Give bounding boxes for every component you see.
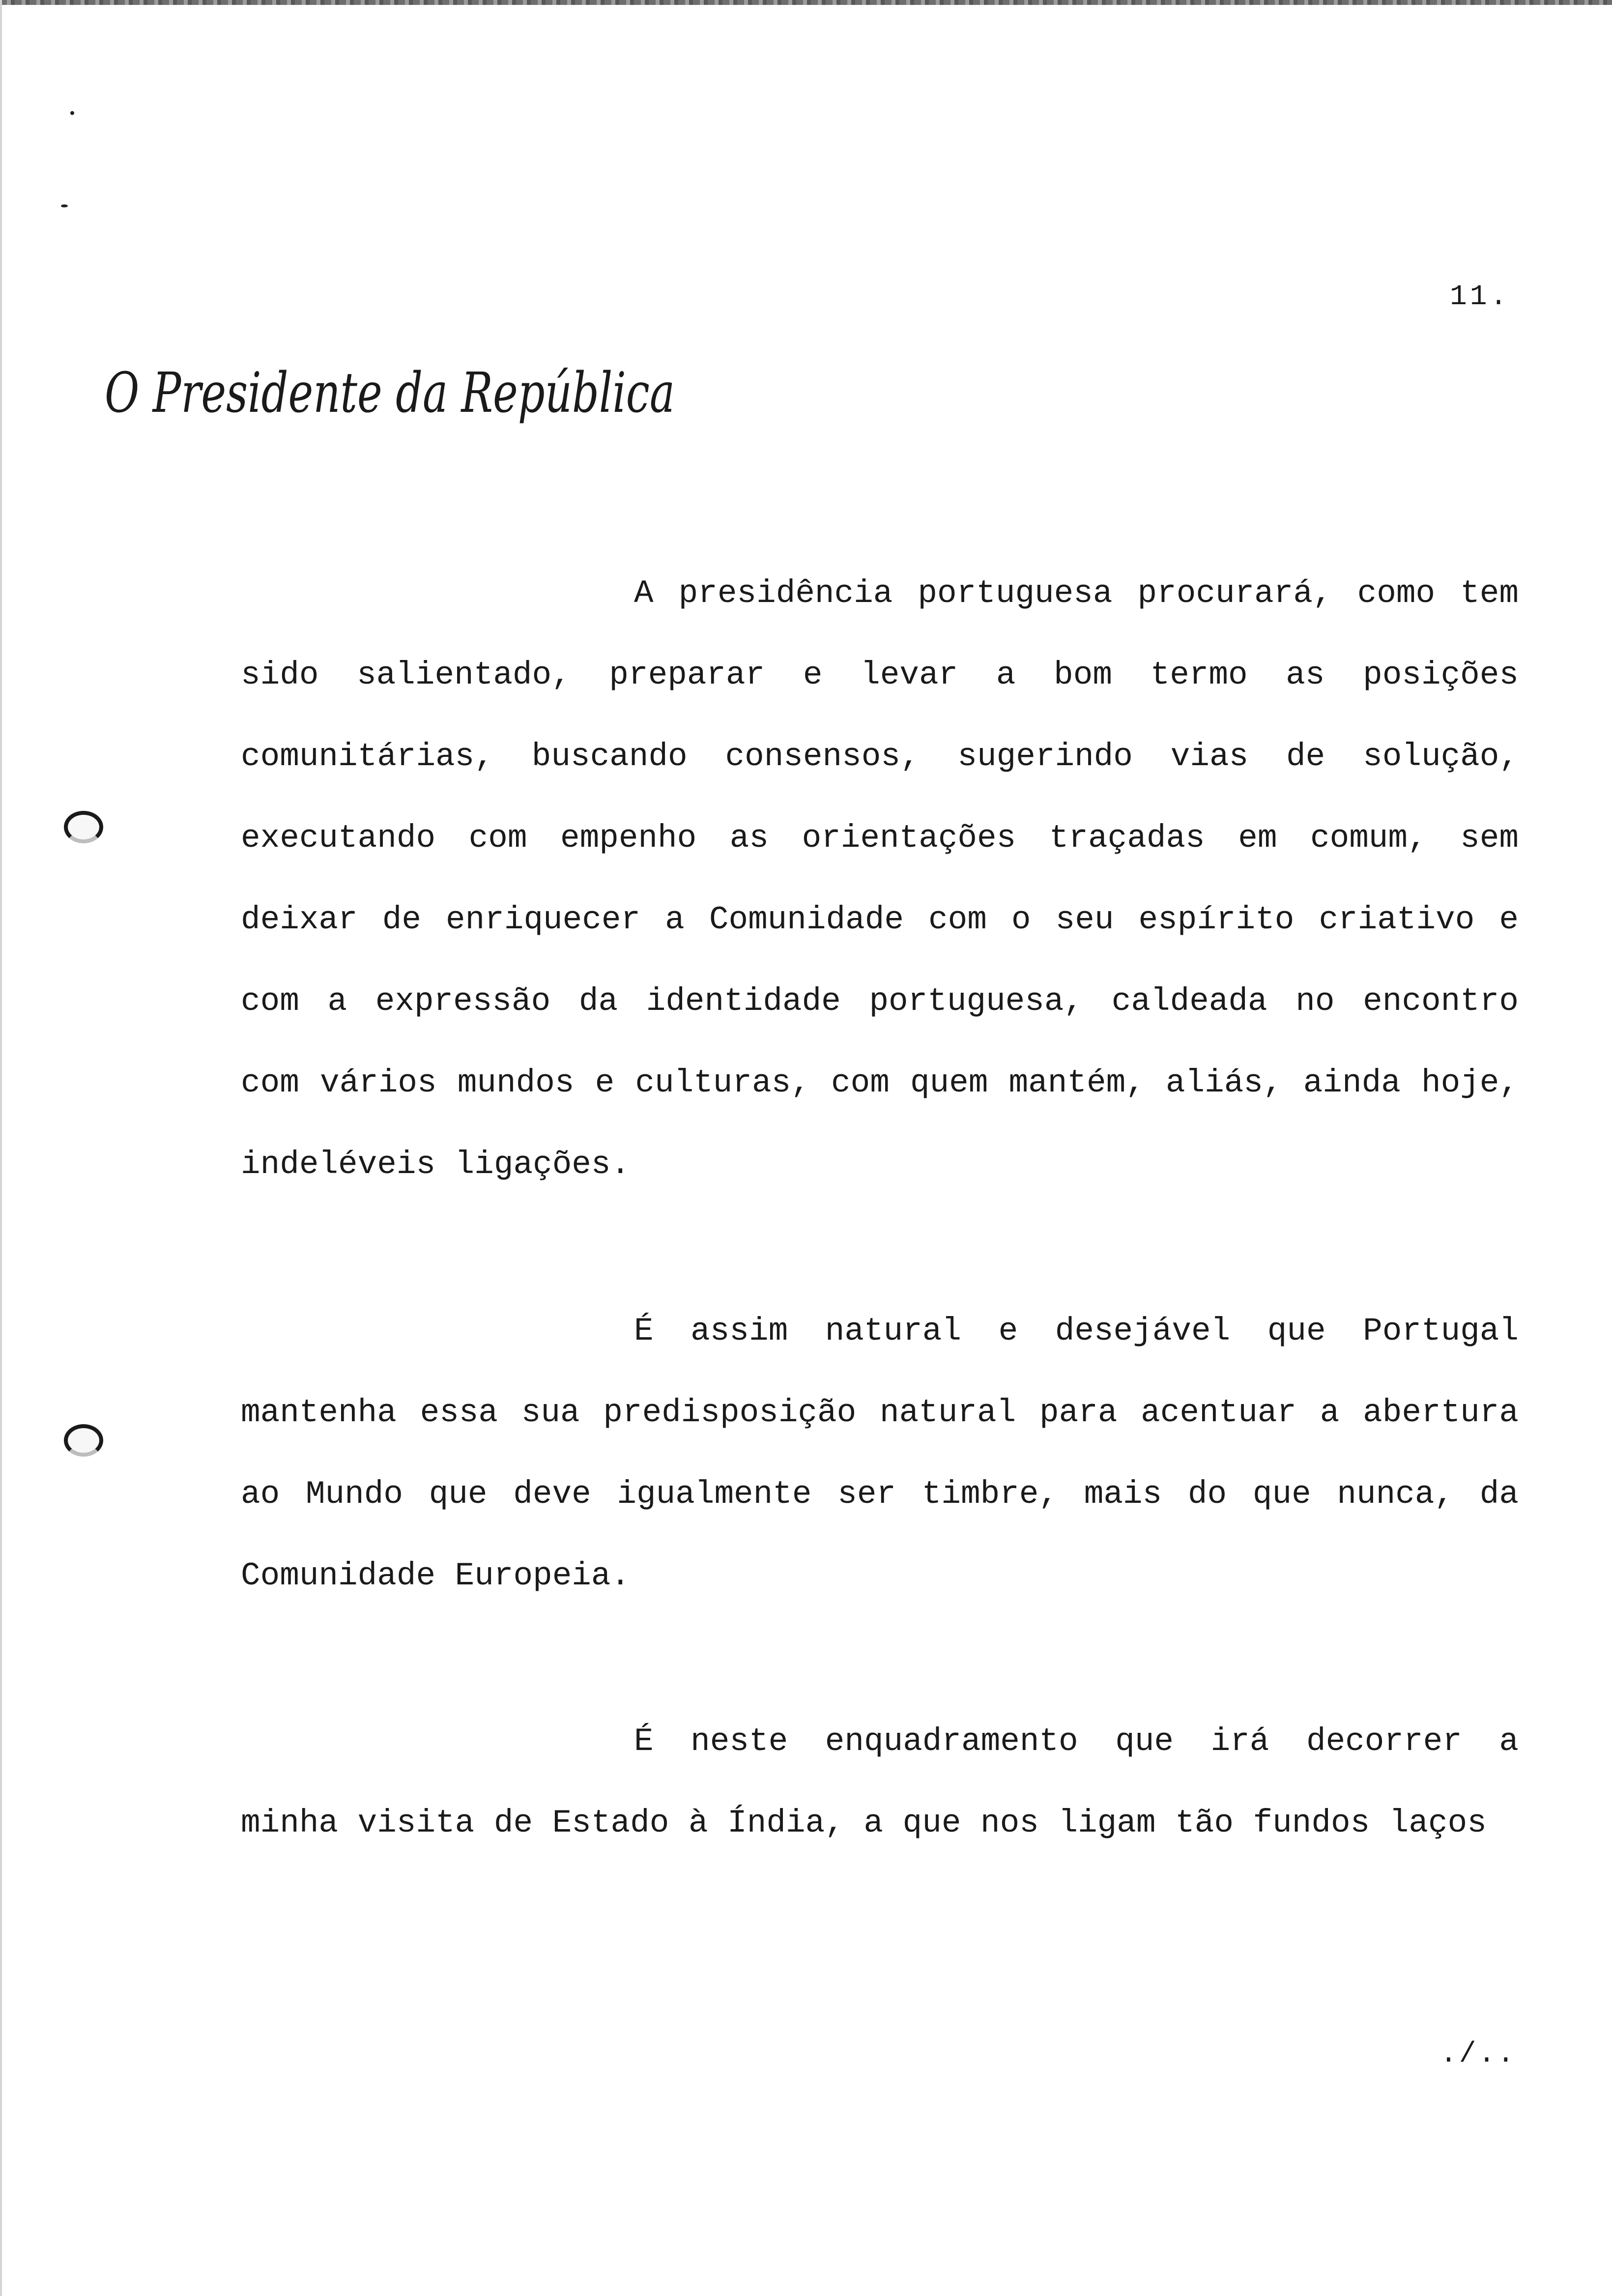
paragraph-2 [241, 1291, 1519, 1617]
paragraph-3-text: É neste enquadramento que irá decorrer a minha visita de Estado à Índia, a que nos ligam tão fundos laços [241, 1723, 1519, 1841]
paragraph-1 [241, 553, 1519, 1205]
paragraph-1-text: A presidência portuguesa procurará, como tem sido salientado, preparar e levar a bom termo as posições comunitárias, buscando consensos, sugerindo vias de solução, executando com empenho as orientações traçadas em comum, sem deixar de enriquecer a Comunidade com o seu espírito criativo e com a expressão da identidade portuguesa, caldeada no encontro com vários mundos e culturas, com quem mantém, aliás, ainda hoje, indeléveis ligações. [241, 575, 1519, 1183]
letterhead-text: O Presidente da República [105, 361, 675, 425]
scan-top-edge [0, 0, 1612, 5]
letterhead-script [101, 354, 681, 428]
scan-left-edge [0, 0, 2, 2296]
continuation-mark: ./.. [1440, 2038, 1517, 2070]
paragraph-3 [241, 1701, 1519, 1864]
scan-speck [61, 204, 68, 207]
scan-speck [70, 111, 74, 115]
page-number: 11. [1450, 281, 1510, 313]
paragraph-2-text: É assim natural e desejável que Portugal mantenha essa sua predisposição natural para acentuar a abertura ao Mundo que deve igualmente ser timbre, mais do que nunca, da Comunidade Europeia. [241, 1313, 1519, 1594]
punch-hole [64, 1424, 103, 1457]
punch-hole [64, 811, 103, 843]
